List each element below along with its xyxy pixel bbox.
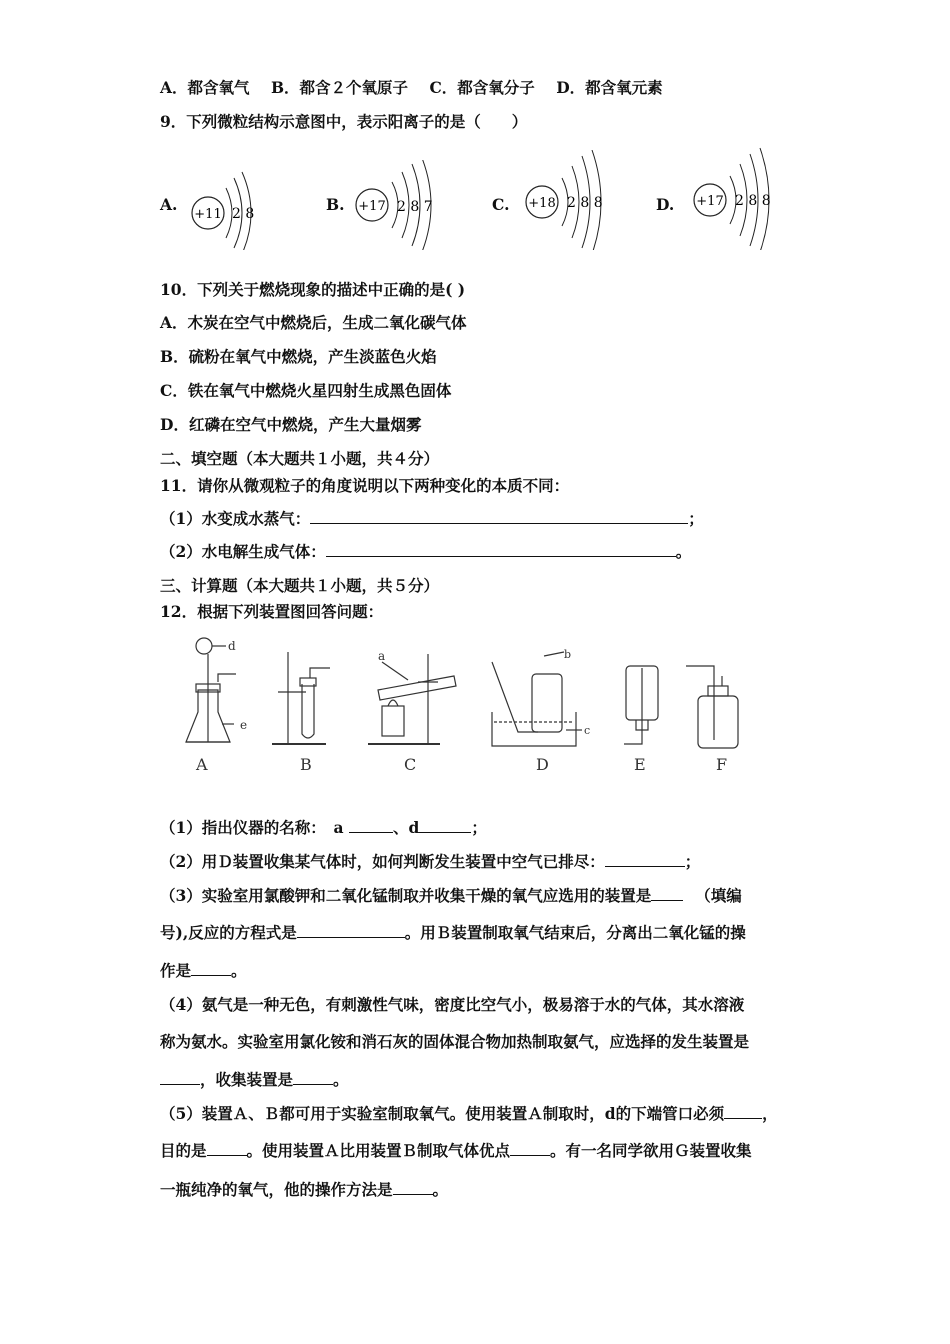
q9-shells-b: 2 8 7	[397, 199, 433, 215]
q11-stem: 11．请你从微观粒子的角度说明以下两种变化的本质不同：	[160, 476, 570, 495]
q10-option-b: B．硫粉在氧气中燃烧，产生淡蓝色火焰	[160, 347, 437, 366]
q12-p3-blank2[interactable]	[297, 923, 405, 938]
q12-p3-l2: 号),反应的方程式是	[160, 923, 297, 942]
q12-p5-l3: 一瓶纯净的氧气，他的操作方法是	[160, 1180, 393, 1199]
q9-nucleus-d: +17	[696, 194, 724, 209]
q12-p1-end: ；	[471, 818, 487, 837]
q12-part2	[160, 852, 700, 872]
q9-nucleus-b: +17	[358, 199, 386, 214]
q12-stem: 12．根据下列装置图回答问题：	[160, 602, 384, 621]
label-d: d	[228, 639, 236, 653]
q12-p1-a: （1）指出仪器的名称： a	[160, 818, 349, 837]
q11-part2-blank[interactable]	[326, 542, 676, 557]
q9-shells-d: 2 8 8	[735, 193, 771, 209]
q12-p5-l2-b: 。使用装置Ａ比用装置Ｂ制取气体优点	[246, 1141, 511, 1160]
q12-p1-a-blank[interactable]	[349, 818, 393, 833]
q12-part3-line2	[160, 923, 746, 943]
q9-nucleus-c: +18	[528, 196, 556, 211]
q11-part1-blank[interactable]	[310, 509, 688, 524]
q12-p4-blank1[interactable]	[160, 1070, 200, 1085]
label-a: a	[378, 649, 386, 663]
apparatus-label-e: E	[634, 755, 646, 774]
apparatus-label-a: A	[196, 755, 208, 774]
label-c: c	[584, 724, 591, 737]
q12-p5-blank1[interactable]	[724, 1104, 762, 1119]
q12-p3-blank3[interactable]	[191, 961, 231, 976]
apparatus-d	[492, 648, 590, 774]
q12-p5-blank2[interactable]	[207, 1141, 247, 1156]
q10-option-d: D．红磷在空气中燃烧，产生大量烟雾	[160, 415, 422, 434]
q8-option-d: D．都含氧元素	[556, 78, 663, 97]
q12-part3-line1	[160, 886, 742, 906]
q9-atom-a	[188, 170, 278, 254]
q12-p3-l2-b: 。用Ｂ装置制取氧气结束后，分离出二氧化锰的操	[404, 923, 746, 942]
q9-option-a-label: A.	[160, 195, 178, 214]
q9-option-b-label: B.	[326, 195, 345, 214]
q12-part4-line3	[160, 1070, 349, 1090]
q12-p3-blank1[interactable]	[651, 886, 683, 901]
q12-p3-l1: （3）实验室用氯酸钾和二氧化锰制取并收集干燥的氧气应选用的装置是	[160, 886, 652, 905]
q12-part5-line1	[160, 1104, 778, 1124]
q11-part1	[160, 509, 704, 529]
apparatus-figure	[178, 632, 778, 781]
q12-p3-l1-end: （填编	[695, 886, 742, 905]
apparatus-label-d: D	[536, 755, 549, 774]
q12-part5-line3	[160, 1180, 448, 1200]
q10-stem: 10．下列关于燃烧现象的描述中正确的是( )	[160, 280, 466, 299]
q12-p4-l3-end2: 。	[333, 1070, 349, 1089]
q12-p4-blank2[interactable]	[293, 1070, 333, 1085]
apparatus-label-c: C	[404, 755, 417, 774]
section2-heading: 二、填空题（本大题共１小题，共４分）	[160, 449, 440, 468]
apparatus-f	[686, 666, 738, 774]
apparatus-e	[624, 666, 658, 774]
apparatus-c	[368, 649, 456, 774]
q12-part1	[160, 818, 487, 838]
q12-p1-d: 、d	[392, 818, 420, 837]
q9-option-d-label: D.	[656, 195, 675, 214]
q12-p2-end: ；	[684, 852, 701, 871]
q12-p3-l3-end: 。	[231, 961, 247, 980]
q8-option-c: C．都含氧分子	[429, 78, 535, 97]
q12-p2-text: （2）用Ｄ装置收集某气体时，如何判断发生装置中空气已排尽：	[160, 852, 605, 871]
q12-p5-blank3[interactable]	[510, 1141, 550, 1156]
q12-part3-line3	[160, 961, 247, 981]
q9-stem: 9．下列微粒结构示意图中，表示阳离子的是（ ）	[160, 112, 528, 131]
apparatus-a	[186, 638, 247, 774]
q12-part4-line2: 称为氨水。实验室用氯化铵和消石灰的固体混合物加热制取氨气，应选择的发生装置是	[160, 1032, 750, 1051]
q12-p1-d-blank[interactable]	[419, 818, 471, 833]
q9-nucleus-a: +11	[194, 207, 222, 222]
q12-p5-l1: （5）装置Ａ、Ｂ都可用于实验室制取氧气。使用装置Ａ制取时，d的下端管口必须	[160, 1104, 725, 1123]
q12-p5-l2: 目的是	[160, 1141, 207, 1160]
apparatus-b	[272, 652, 330, 774]
q11-part2-text: （2）水电解生成气体：	[160, 542, 326, 561]
q11-part2-end: 。	[675, 542, 692, 561]
q9-shells-c: 2 8 8	[567, 195, 603, 211]
label-e: e	[240, 718, 248, 732]
q10-option-c: C．铁在氧气中燃烧火星四射生成黑色固体	[160, 381, 452, 400]
q9-atom-b	[352, 160, 452, 254]
q11-part1-end: ；	[688, 509, 704, 528]
q12-p5-l1-end: ，	[762, 1104, 778, 1123]
q9-option-c-label: C.	[492, 195, 510, 214]
q9-shells-a: 2 8	[232, 206, 255, 222]
q8-option-b: B．都含２个氧原子	[270, 78, 409, 97]
q8-options	[160, 78, 663, 98]
q12-p5-l3-end: 。	[432, 1180, 449, 1199]
label-b: b	[564, 648, 572, 661]
section3-heading: 三、计算题（本大题共１小题，共５分）	[160, 576, 440, 595]
q12-part5-line2	[160, 1141, 752, 1161]
q12-p4-l3-end: ，收集装置是	[200, 1070, 294, 1089]
q9-atom-c	[522, 150, 622, 254]
q8-option-a: A．都含氧气	[160, 78, 250, 97]
apparatus-label-b: B	[300, 755, 312, 774]
q12-p2-blank[interactable]	[605, 852, 685, 867]
q12-p5-l2-c: 。有一名同学欲用Ｇ装置收集	[550, 1141, 752, 1160]
q12-part4-line1: （4）氨气是一种无色，有刺激性气味，密度比空气小，极易溶于水的气体，其水溶液	[160, 995, 745, 1014]
q12-p5-blank4[interactable]	[393, 1180, 433, 1195]
q11-part1-text: （1）水变成水蒸气：	[160, 509, 311, 528]
q11-part2	[160, 542, 691, 562]
apparatus-label-f: F	[716, 755, 728, 774]
q12-p3-l3: 作是	[160, 961, 192, 980]
q9-atom-d	[690, 146, 790, 254]
q10-option-a: A．木炭在空气中燃烧后，生成二氧化碳气体	[160, 313, 467, 332]
